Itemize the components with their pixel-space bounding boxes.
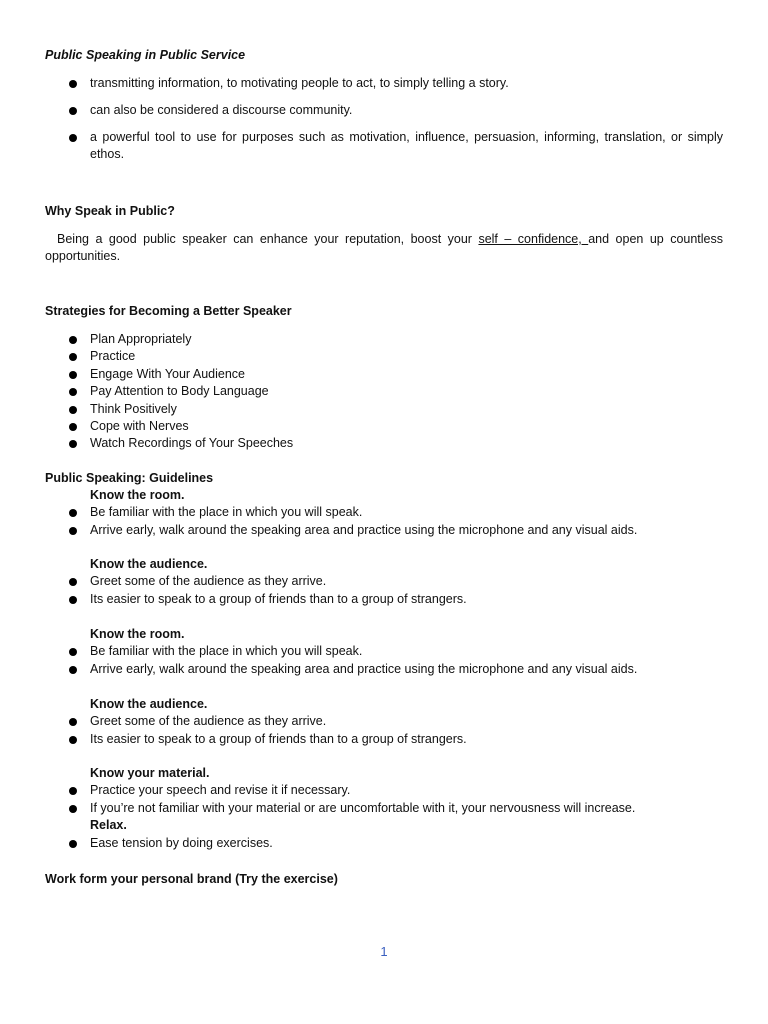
list-item: can also be considered a discourse community. xyxy=(45,102,723,119)
guideline-title: Know the room. xyxy=(90,627,185,641)
closing-heading: Work form your personal brand (Try the exercise) xyxy=(45,872,338,886)
guideline-audience-2 xyxy=(45,696,723,748)
why-text-before: Being a good public speaker can enhance your reputation, boost your xyxy=(57,232,479,246)
guideline-title: Know your material. xyxy=(90,766,210,780)
guideline-audience-1 xyxy=(45,556,723,608)
why-heading: Why Speak in Public? xyxy=(45,204,175,218)
list-item: Plan Appropriately xyxy=(45,331,723,348)
why-underlined: self – confidence, xyxy=(478,232,589,246)
document-title: Public Speaking in Public Service xyxy=(45,48,246,62)
list-item: transmitting information, to motivating people to act, to simply telling a story. xyxy=(45,75,723,92)
list-item: Its easier to speak to a group of friends than to a group of strangers. xyxy=(45,591,723,608)
list-item: Be familiar with the place in which you will speak. xyxy=(45,504,723,521)
guideline-room-2 xyxy=(45,626,723,678)
guidelines-heading: Public Speaking: Guidelines xyxy=(45,471,214,485)
list-item: Think Positively xyxy=(45,401,723,418)
list-item: Be familiar with the place in which you will speak. xyxy=(45,643,723,660)
list-item: Watch Recordings of Your Speeches xyxy=(45,435,723,452)
list-item: Cope with Nerves xyxy=(45,418,723,435)
strategies-list xyxy=(45,331,723,453)
intro-list xyxy=(45,75,723,173)
strategies-heading: Strategies for Becoming a Better Speaker xyxy=(45,304,292,318)
list-item: Greet some of the audience as they arrive. xyxy=(45,713,723,730)
list-item: Greet some of the audience as they arrive. xyxy=(45,573,723,590)
list-item: Practice xyxy=(45,348,723,365)
guideline-title: Know the room. xyxy=(90,488,185,502)
guideline-room-1 xyxy=(45,487,723,539)
guideline-title: Relax. xyxy=(90,818,127,833)
list-item: Pay Attention to Body Language xyxy=(45,383,723,400)
list-item: Engage With Your Audience xyxy=(45,366,723,383)
list-item: Arrive early, walk around the speaking area and practice using the microphone and any visual aids. xyxy=(45,661,723,678)
list-item: a powerful tool to use for purposes such as motivation, influence, persuasion, informing, translation, or simply ethos. xyxy=(45,129,723,163)
why-text-after: and open up countless opportunities. xyxy=(45,232,724,263)
list-item: Ease tension by doing exercises. xyxy=(45,835,723,852)
guideline-material xyxy=(45,765,723,852)
list-item: Arrive early, walk around the speaking area and practice using the microphone and any visual aids. xyxy=(45,522,723,539)
list-item: If you’re not familiar with your material or are uncomfortable with it, your nervousness will increase. xyxy=(45,800,723,817)
page-number: 1 xyxy=(380,944,388,959)
guideline-title: Know the audience. xyxy=(90,697,208,711)
guideline-title: Know the audience. xyxy=(90,557,208,571)
list-item: Its easier to speak to a group of friends than to a group of strangers. xyxy=(45,731,723,748)
why-paragraph xyxy=(45,231,723,265)
list-item: Practice your speech and revise it if necessary. xyxy=(45,782,723,799)
